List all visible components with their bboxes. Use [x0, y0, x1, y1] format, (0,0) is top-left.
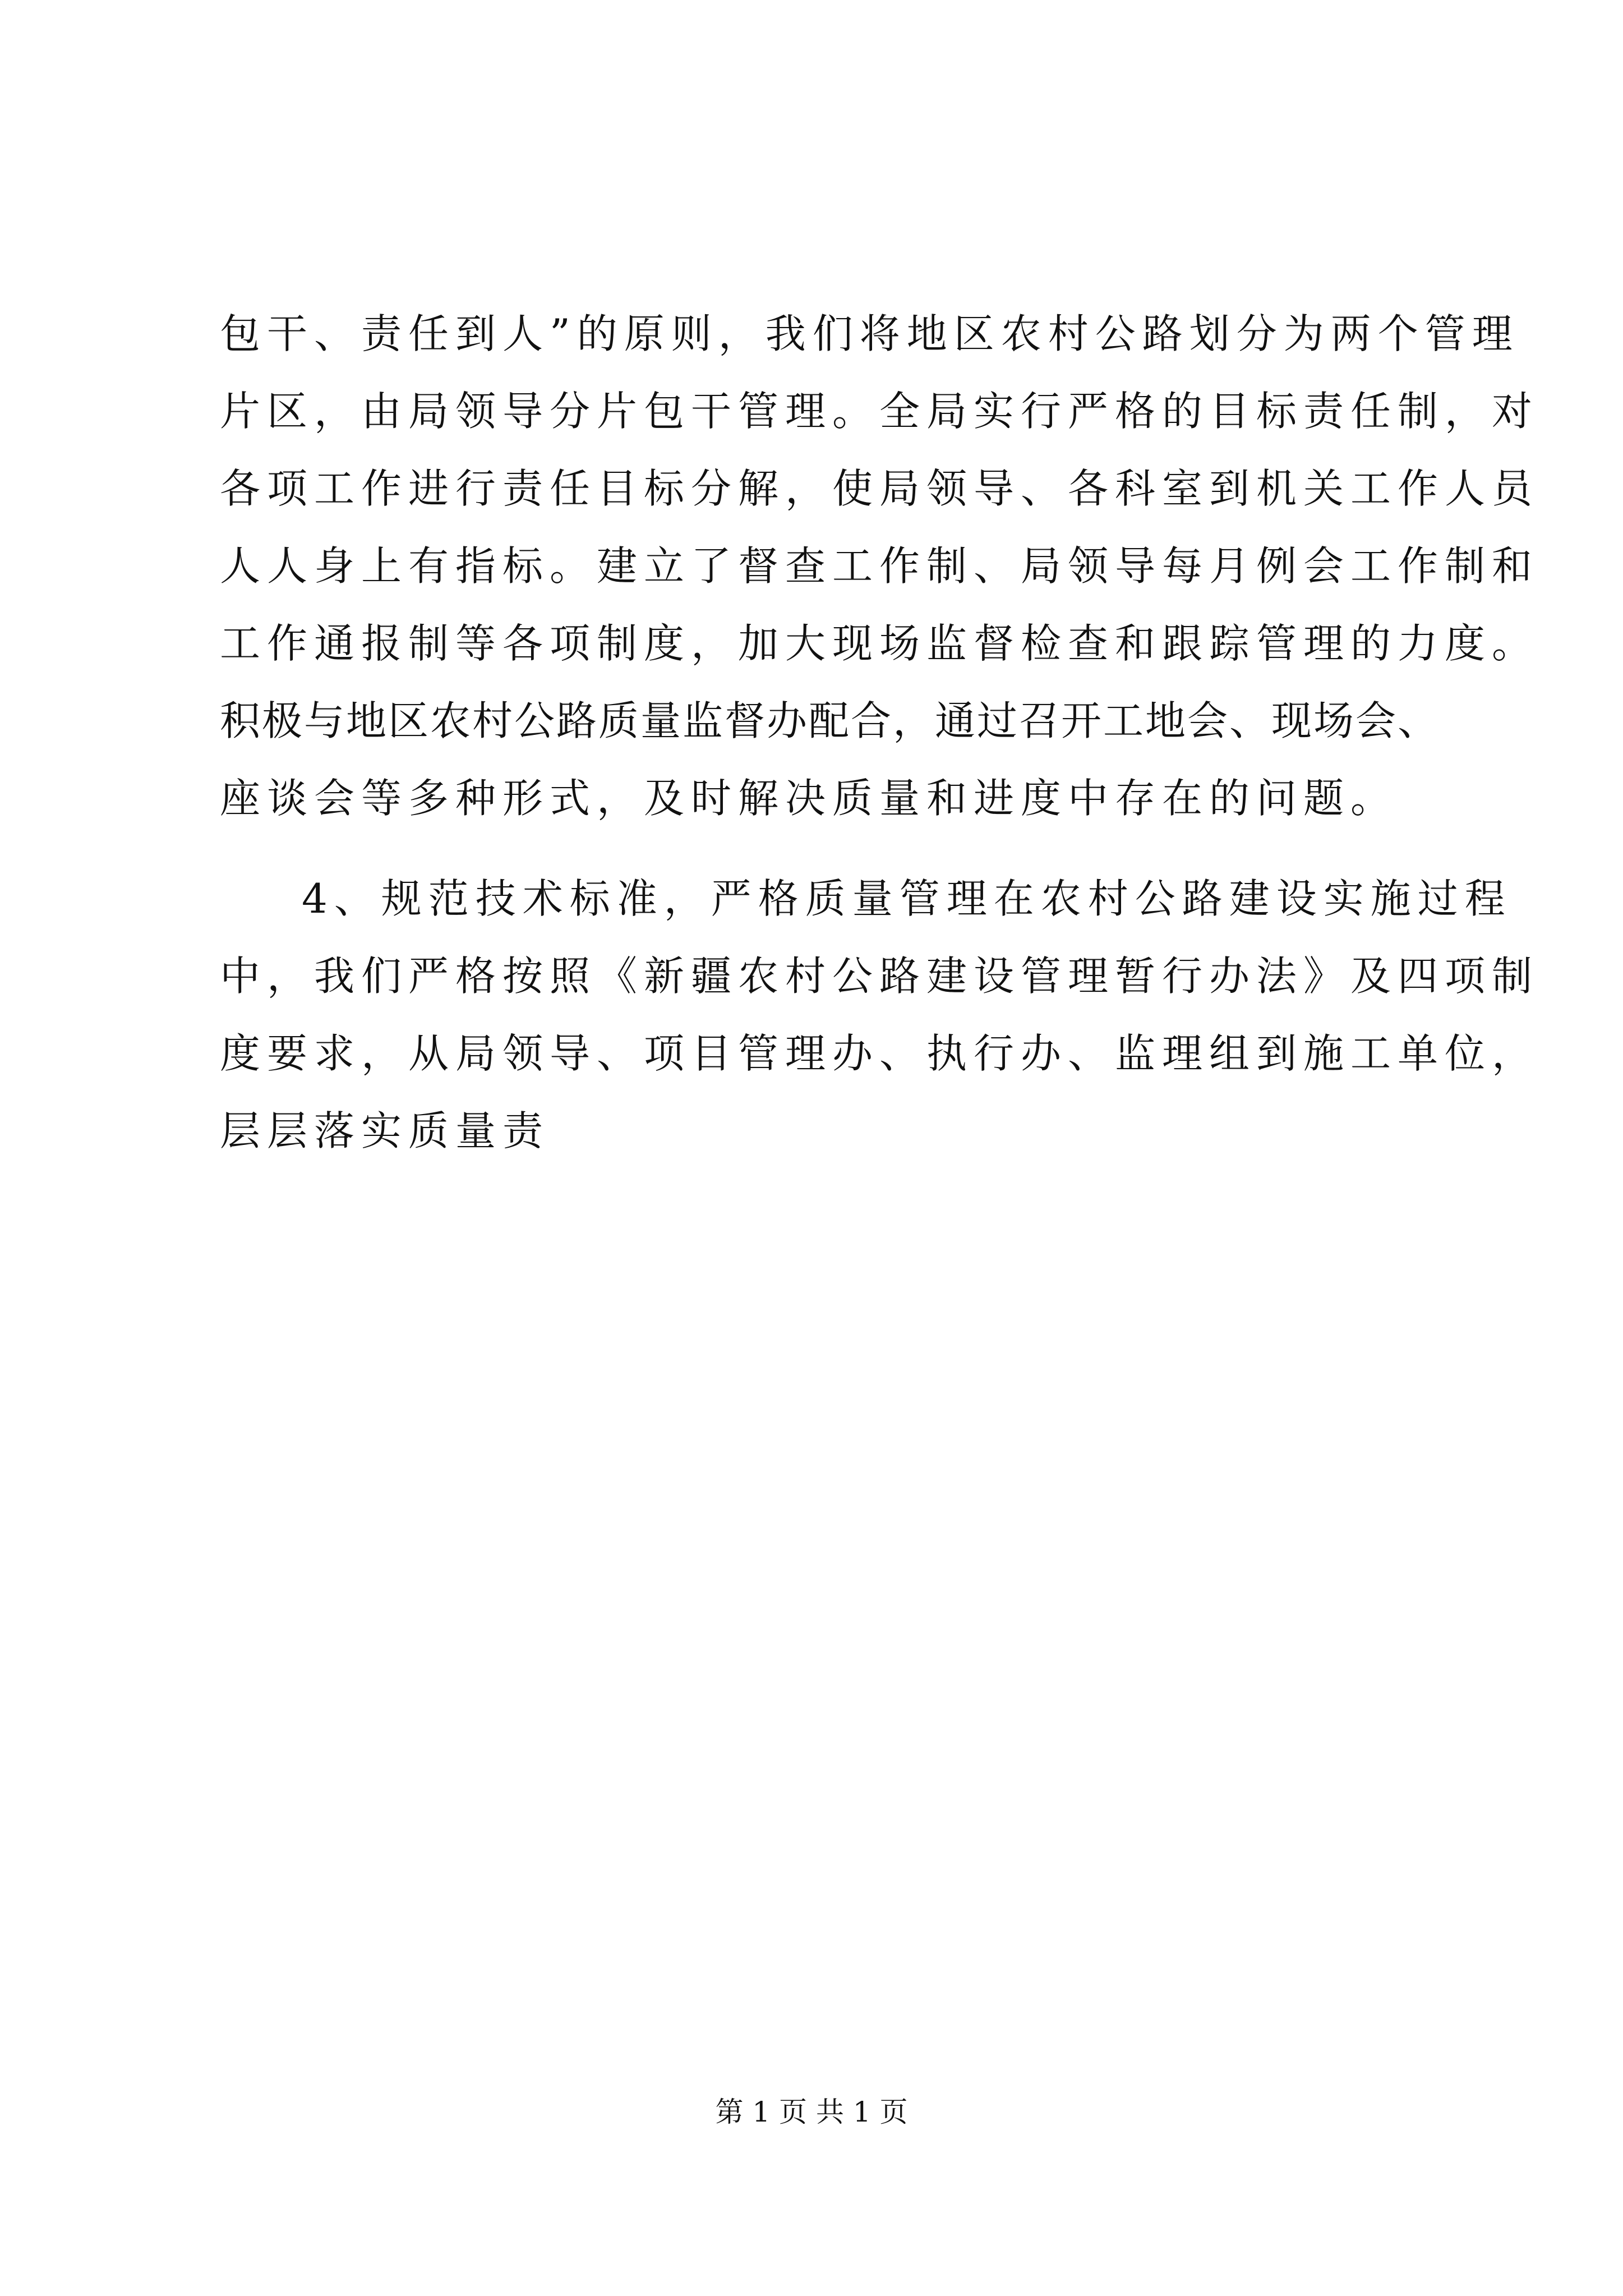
paragraph-line: 积极与地区农村公路质量监督办配合，通过召开工地会、现场会、 — [220, 697, 1440, 744]
paragraph-line: 度要求，从局领导、项目管理办、执行办、监理组到施工单位， — [220, 1030, 1539, 1077]
paragraph-line: 座谈会等多种形式，及时解决质量和进度中存在的问题。 — [220, 775, 1398, 822]
paragraph-line: 片区，由局领导分片包干管理。全局实行严格的目标责任制，对 — [220, 388, 1539, 435]
page-number-footer: 第 1 页 共 1 页 — [715, 2096, 908, 2128]
paragraph-line: 工作通报制等各项制度，加大现场监督检查和跟踪管理的力度。 — [220, 620, 1539, 667]
paragraph-line: 中，我们严格按照《新疆农村公路建设管理暂行办法》及四项制 — [220, 953, 1539, 1000]
paragraph-line: 包干、责任到人”的原则，我们将地区农村公路划分为两个管理 — [220, 310, 1519, 357]
paragraph-line: 人人身上有指标。建立了督查工作制、局领导每月例会工作制和 — [220, 542, 1539, 590]
paragraph-line: 层层落实质量责 — [220, 1107, 550, 1154]
paragraph-line: 4、规范技术标准，严格质量管理在农村公路建设实施过程 — [302, 875, 1512, 922]
paragraph-line: 各项工作进行责任目标分解，使局领导、各科室到机关工作人员 — [220, 465, 1539, 512]
